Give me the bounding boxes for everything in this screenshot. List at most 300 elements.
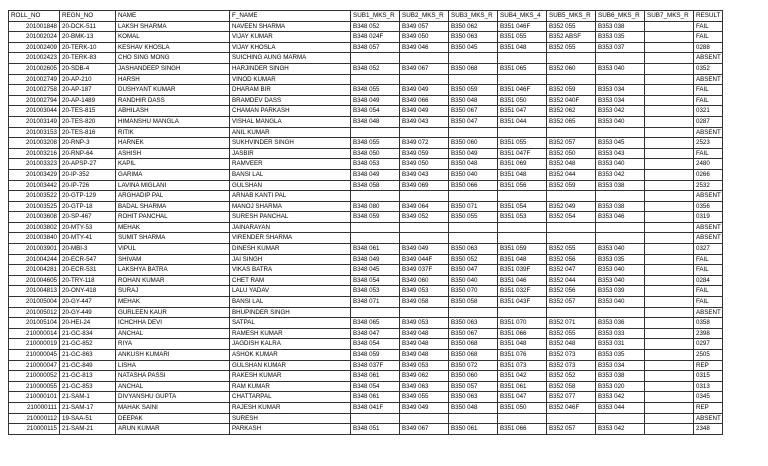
table-cell (645, 21, 694, 32)
table-cell: DEEPAK (116, 413, 230, 424)
table-cell: B352 055 (547, 42, 596, 53)
table-row (9, 424, 723, 435)
table-cell: B350 063 (449, 392, 498, 403)
table-cell: B348 058 (351, 180, 400, 191)
table-cell (547, 127, 596, 138)
table-cell (400, 191, 449, 202)
table-cell: 20-DCK-511 (60, 21, 116, 32)
table-cell: B348 049 (351, 95, 400, 106)
table-cell (645, 63, 694, 74)
table-cell: CHAMAN PARKASH (230, 106, 351, 117)
table-cell: 0313 (694, 381, 723, 392)
table-cell: B352 057 (547, 138, 596, 149)
table-cell: B348 041F (351, 402, 400, 413)
table-cell: 201004605 (9, 275, 60, 286)
table-cell: 21-GC-849 (60, 360, 116, 371)
table-cell: B349 050 (400, 159, 449, 170)
table-cell: ANCHAL (116, 328, 230, 339)
table-cell: B350 040 (449, 275, 498, 286)
table-cell: B353 042 (596, 424, 645, 435)
table-cell: B353 034 (596, 360, 645, 371)
table-cell: HARSH (116, 74, 230, 85)
table-cell: DUSHYANT KUMAR (116, 85, 230, 96)
table-cell: 210000115 (9, 424, 60, 435)
table-cell: B348 061 (351, 392, 400, 403)
table-cell: FAIL (694, 32, 723, 43)
table-row (9, 297, 723, 308)
header-row (9, 11, 723, 22)
table-cell (449, 127, 498, 138)
table-cell: B348 061 (351, 244, 400, 255)
table-cell: B349 048 (400, 339, 449, 350)
table-row (9, 360, 723, 371)
table-cell (645, 85, 694, 96)
table-cell (449, 222, 498, 233)
table-cell: VISHAL MANGLA (230, 116, 351, 127)
table-cell: 20-GTP-129 (60, 191, 116, 202)
table-row (9, 307, 723, 318)
table-cell: ASHOK KUMAR (230, 350, 351, 361)
table-cell: LISHA (116, 360, 230, 371)
table-cell (498, 413, 547, 424)
table-cell: 201003901 (9, 244, 60, 255)
table-cell: B351 039F (498, 265, 547, 276)
table-cell (498, 191, 547, 202)
table-cell: B353 035 (596, 32, 645, 43)
table-cell: 0297 (694, 339, 723, 350)
table-cell: 201003216 (9, 148, 60, 159)
table-cell: 20-TERK-83 (60, 53, 116, 64)
table-cell: 2348 (694, 424, 723, 435)
table-cell: JASBIR (230, 148, 351, 159)
table-cell (645, 148, 694, 159)
table-row (9, 201, 723, 212)
table-cell: 201002605 (9, 63, 60, 74)
table-cell: 201003149 (9, 116, 60, 127)
table-cell: JAI SINGH (230, 254, 351, 265)
table-cell: VIJAY KHOSLA (230, 42, 351, 53)
table-cell (498, 127, 547, 138)
table-cell: B349 048 (400, 328, 449, 339)
table-cell: B351 048 (498, 254, 547, 265)
table-cell: B348 045 (351, 265, 400, 276)
table-cell: B350 063 (449, 32, 498, 43)
table-cell: B349 053 (400, 360, 449, 371)
table-row (9, 286, 723, 297)
table-cell: B348 054 (351, 275, 400, 286)
table-cell (645, 191, 694, 202)
table-cell (400, 53, 449, 64)
table-cell: 0352 (694, 63, 723, 74)
table-cell: HARJINDER SINGH (230, 63, 351, 74)
table-cell (596, 127, 645, 138)
table-cell (498, 233, 547, 244)
table-cell: ABSENT (694, 127, 723, 138)
table-cell (351, 222, 400, 233)
table-cell: 20-AP-1489 (60, 95, 116, 106)
table-row (9, 180, 723, 191)
table-cell: FAIL (694, 21, 723, 32)
table-cell: B350 057 (449, 381, 498, 392)
table-cell: RAMVEER (230, 159, 351, 170)
table-cell: B351 048 (498, 339, 547, 350)
table-cell (351, 53, 400, 64)
table-cell: B351 066 (498, 328, 547, 339)
table-cell: MEHAK (116, 222, 230, 233)
table-cell (547, 413, 596, 424)
table-cell: B348 054 (351, 339, 400, 350)
table-cell: B352 055 (547, 21, 596, 32)
table-cell: 20-MTY-53 (60, 222, 116, 233)
table-cell: B352 062 (547, 106, 596, 117)
table-cell (645, 275, 694, 286)
table-cell: B351 073 (498, 360, 547, 371)
table-cell: GARIMA (116, 169, 230, 180)
table-cell: B349 049 (400, 106, 449, 117)
table-cell: 2398 (694, 328, 723, 339)
table-cell: B352 048 (547, 339, 596, 350)
table-cell: B353 040 (596, 244, 645, 255)
table-row (9, 318, 723, 329)
table-cell: GURLEEN KAUR (116, 307, 230, 318)
table-cell: 20-MTY-41 (60, 233, 116, 244)
table-row (9, 63, 723, 74)
table-cell: B349 060 (400, 275, 449, 286)
table-cell (645, 413, 694, 424)
table-cell (596, 222, 645, 233)
table-row (9, 244, 723, 255)
table-cell: B353 044 (596, 402, 645, 413)
table-cell: ABSENT (694, 307, 723, 318)
table-cell (400, 127, 449, 138)
table-cell: B351 046F (498, 85, 547, 96)
table-cell: 21-SAM-21 (60, 424, 116, 435)
table-cell (400, 413, 449, 424)
table-cell: GULSHAN (230, 180, 351, 191)
table-cell: ABSENT (694, 222, 723, 233)
table-cell: 201003208 (9, 138, 60, 149)
table-cell: FAIL (694, 95, 723, 106)
table-cell: RAM KUMAR (230, 381, 351, 392)
table-cell (645, 286, 694, 297)
table-cell: B353 042 (596, 169, 645, 180)
table-cell: B353 035 (596, 254, 645, 265)
table-cell (645, 392, 694, 403)
table-cell: B349 044F (400, 254, 449, 265)
table-cell: B348 049 (351, 169, 400, 180)
table-cell: RANDHIR DASS (116, 95, 230, 106)
table-cell: 20-ECR-547 (60, 254, 116, 265)
column-header: SUB4_MKS_4 (498, 11, 547, 22)
table-cell: 20-IP-352 (60, 169, 116, 180)
table-row (9, 222, 723, 233)
table-row (9, 127, 723, 138)
table-cell (645, 169, 694, 180)
table-cell: B351 061 (498, 381, 547, 392)
table-cell: B353 040 (596, 159, 645, 170)
column-header: SUB3_MKS_R (449, 11, 498, 22)
table-cell: 201002758 (9, 85, 60, 96)
table-cell: B353 040 (596, 116, 645, 127)
table-cell: B350 059 (449, 85, 498, 96)
table-cell: 21-GC-863 (60, 350, 116, 361)
table-cell (547, 307, 596, 318)
table-cell (596, 191, 645, 202)
table-cell: B348 061 (351, 371, 400, 382)
table-row (9, 85, 723, 96)
table-cell: 20-SP-467 (60, 212, 116, 223)
table-cell: 20-MBI-3 (60, 244, 116, 255)
table-cell: B348 053 (351, 286, 400, 297)
table-cell: B350 066 (449, 180, 498, 191)
table-cell: B353 040 (596, 275, 645, 286)
table-cell: 210000052 (9, 371, 60, 382)
table-cell: B352 ABSF (547, 32, 596, 43)
table-cell (547, 222, 596, 233)
results-sheet (8, 10, 722, 435)
table-cell: DINESH KUMAR (230, 244, 351, 255)
table-cell: B350 048 (449, 159, 498, 170)
table-cell (645, 339, 694, 350)
table-cell (449, 413, 498, 424)
table-cell: BANSI LAL (230, 297, 351, 308)
table-cell (645, 381, 694, 392)
table-cell: B348 047 (351, 328, 400, 339)
table-cell (645, 42, 694, 53)
table-cell: B349 057 (400, 21, 449, 32)
table-cell: 201003840 (9, 233, 60, 244)
table-cell: B352 057 (547, 297, 596, 308)
table-cell: ABSENT (694, 53, 723, 64)
table-cell: B349 055 (400, 392, 449, 403)
table-cell (645, 201, 694, 212)
table-cell: ANKUSH KUMARI (116, 350, 230, 361)
table-cell: B348 050 (351, 148, 400, 159)
table-cell: B353 042 (596, 392, 645, 403)
table-cell: KOMAL (116, 32, 230, 43)
table-cell (400, 233, 449, 244)
column-header: SUB2_MKS_R (400, 11, 449, 22)
table-cell: 201004813 (9, 286, 60, 297)
table-cell: 210000055 (9, 381, 60, 392)
table-cell: FAIL (694, 286, 723, 297)
table-cell: B353 037 (596, 42, 645, 53)
table-cell (449, 74, 498, 85)
column-header: SUB1_MKS_R (351, 11, 400, 22)
table-cell: SATPAL (230, 318, 351, 329)
table-cell: B352 052 (547, 371, 596, 382)
table-cell: B349 049 (400, 244, 449, 255)
table-cell: B351 047F (498, 148, 547, 159)
table-cell: 201004281 (9, 265, 60, 276)
table-cell: BRAMDEV DASS (230, 95, 351, 106)
table-cell: SURESH (230, 413, 351, 424)
table-cell: 21-GC-853 (60, 381, 116, 392)
table-cell: ARGHADIP PAL (116, 191, 230, 202)
table-cell: HIMANSHU MANGLA (116, 116, 230, 127)
table-cell: B349 062 (400, 371, 449, 382)
table-cell: ABSENT (694, 74, 723, 85)
table-cell: 210000112 (9, 413, 60, 424)
table-cell: 20-RNP-3 (60, 138, 116, 149)
table-cell: LAKSHYA BATRA (116, 265, 230, 276)
table-cell: 20-TES-815 (60, 106, 116, 117)
table-cell: B351 042 (498, 371, 547, 382)
table-row (9, 265, 723, 276)
table-cell: RIYA (116, 339, 230, 350)
table-cell (400, 222, 449, 233)
table-cell: VIKAS BATRA (230, 265, 351, 276)
table-cell: 20-AP-187 (60, 85, 116, 96)
table-cell: 0321 (694, 106, 723, 117)
table-cell: 20-APSP-27 (60, 159, 116, 170)
table-cell: 0319 (694, 212, 723, 223)
table-cell: SUICHING AUNG MARMA (230, 53, 351, 64)
table-row (9, 254, 723, 265)
column-header: ROLL_NO (9, 11, 60, 22)
table-cell: B353 040 (596, 265, 645, 276)
table-cell: B353 031 (596, 339, 645, 350)
table-cell: JAINARAYAN (230, 222, 351, 233)
table-cell: B351 066 (498, 424, 547, 435)
table-cell: B351 055 (498, 32, 547, 43)
table-cell: B352 059 (547, 85, 596, 96)
table-cell: ARUN KUMAR (116, 424, 230, 435)
table-row (9, 53, 723, 64)
table-cell: BHUPINDER SINGH (230, 307, 351, 318)
table-cell: 201001848 (9, 21, 60, 32)
table-cell: 20-SDB-4 (60, 63, 116, 74)
table-cell: B350 071 (449, 201, 498, 212)
table-cell: 201003044 (9, 106, 60, 117)
table-cell: B353 036 (596, 318, 645, 329)
table-cell: SURAJ (116, 286, 230, 297)
table-cell: B349 063 (400, 381, 449, 392)
table-cell: B350 068 (449, 63, 498, 74)
table-cell: B350 062 (449, 21, 498, 32)
table-row (9, 21, 723, 32)
table-cell: FAIL (694, 148, 723, 159)
table-cell: B350 047 (449, 116, 498, 127)
table-cell (645, 244, 694, 255)
table-cell: B351 046F (498, 21, 547, 32)
table-cell: 2532 (694, 180, 723, 191)
table-cell: B352 048 (547, 159, 596, 170)
table-cell (645, 159, 694, 170)
table-cell: B352 044 (547, 169, 596, 180)
table-cell: B348 053 (351, 159, 400, 170)
table-cell: FAIL (694, 297, 723, 308)
table-cell: 21-GC-813 (60, 371, 116, 382)
table-cell: B350 061 (449, 424, 498, 435)
table-cell: B349 069 (400, 180, 449, 191)
table-cell: B350 040 (449, 169, 498, 180)
table-cell: B352 059 (547, 180, 596, 191)
table-row (9, 212, 723, 223)
table-cell: 0284 (694, 275, 723, 286)
table-cell: CHO SING MONG (116, 53, 230, 64)
table-cell: B353 034 (596, 85, 645, 96)
table-cell (645, 254, 694, 265)
table-cell: 0356 (694, 201, 723, 212)
table-cell (645, 95, 694, 106)
table-cell: CHATTARPAL (230, 392, 351, 403)
table-cell: B351 076 (498, 350, 547, 361)
table-cell: B348 024F (351, 32, 400, 43)
table-cell: ICHCHHA DEVI (116, 318, 230, 329)
table-cell (645, 350, 694, 361)
table-cell (645, 212, 694, 223)
table-cell: 201002423 (9, 53, 60, 64)
table-cell: B353 040 (596, 63, 645, 74)
table-cell (547, 233, 596, 244)
table-cell: SUMIT SHARMA (116, 233, 230, 244)
table-cell: B348 052 (351, 63, 400, 74)
table-cell: B353 039 (596, 286, 645, 297)
table-cell: VIRENDER SHARMA (230, 233, 351, 244)
table-cell: 20-BMK-13 (60, 32, 116, 43)
table-cell: B349 050 (400, 32, 449, 43)
table-cell (645, 74, 694, 85)
table-cell (351, 74, 400, 85)
table-cell: LALU YADAV (230, 286, 351, 297)
table-cell: LAVINA MIGLANI (116, 180, 230, 191)
table-cell: B353 038 (596, 21, 645, 32)
table-cell: B352 065 (547, 116, 596, 127)
table-cell: 201003442 (9, 180, 60, 191)
table-cell: B351 044 (498, 116, 547, 127)
table-cell: 20-AP-210 (60, 74, 116, 85)
column-header: REGN_NO (60, 11, 116, 22)
table-cell: 20-ECR-531 (60, 265, 116, 276)
table-row (9, 95, 723, 106)
table-cell: 201003802 (9, 222, 60, 233)
table-cell: VINOD KUMAR (230, 74, 351, 85)
table-cell: B352 073 (547, 350, 596, 361)
table-cell: CHET RAM (230, 275, 351, 286)
table-cell (645, 402, 694, 413)
table-cell: ASHISH (116, 148, 230, 159)
table-row (9, 159, 723, 170)
table-cell: 20-TES-816 (60, 127, 116, 138)
table-cell: B350 060 (449, 138, 498, 149)
table-cell (645, 328, 694, 339)
table-cell (449, 53, 498, 64)
table-cell: B350 067 (449, 328, 498, 339)
table-cell: B352 056 (547, 254, 596, 265)
table-cell: B349 058 (400, 297, 449, 308)
table-cell (645, 106, 694, 117)
table-cell (645, 265, 694, 276)
table-cell (645, 53, 694, 64)
table-cell: VIPUL (116, 244, 230, 255)
table-cell: FAIL (694, 254, 723, 265)
table-cell: 20-ONY-418 (60, 286, 116, 297)
table-cell: B353 020 (596, 381, 645, 392)
table-cell: B349 059 (400, 148, 449, 159)
table-cell: B348 055 (351, 138, 400, 149)
table-cell: 20-GTP-18 (60, 201, 116, 212)
table-cell: ROHAN KUMAR (116, 275, 230, 286)
table-cell: 201002794 (9, 95, 60, 106)
table-cell: BADAL SHARMA (116, 201, 230, 212)
table-cell: 2523 (694, 138, 723, 149)
table-cell: MANOJ SHARMA (230, 201, 351, 212)
table-row (9, 74, 723, 85)
table-cell: B348 059 (351, 212, 400, 223)
table-cell: B350 048 (449, 402, 498, 413)
table-cell: RAJESH KUMAR (230, 402, 351, 413)
